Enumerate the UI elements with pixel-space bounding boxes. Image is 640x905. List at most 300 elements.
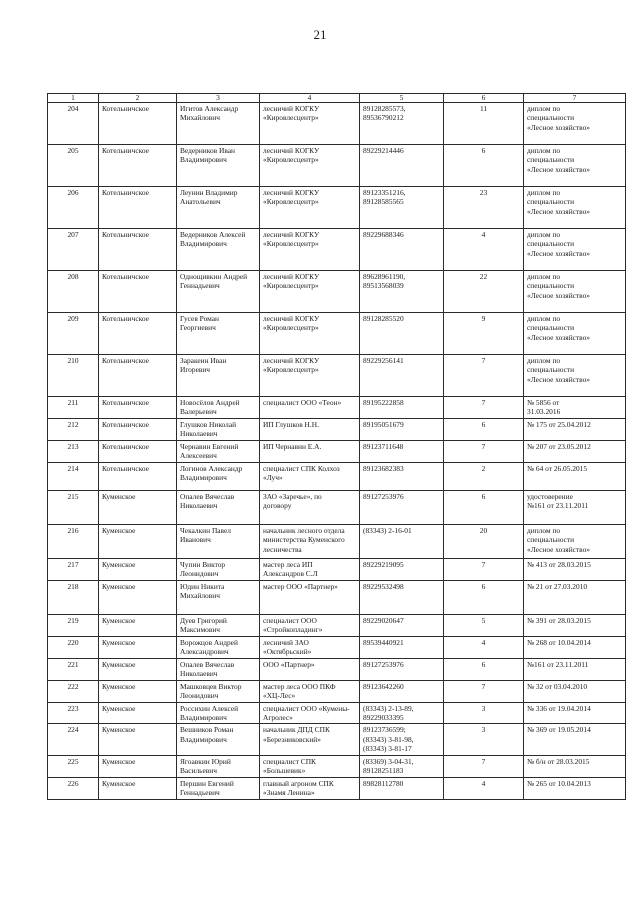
- experience-years: 6: [444, 418, 524, 440]
- row-number: 214: [48, 462, 99, 490]
- doc-line: специальности: [527, 113, 575, 123]
- qualification-document: [524, 680, 626, 702]
- full-name: [177, 558, 260, 580]
- column-header: 5: [360, 94, 444, 103]
- phone-line: 89123351216,: [363, 188, 406, 197]
- qualification-document: [524, 658, 626, 680]
- doc-line: «Лесное хозяйство»: [527, 544, 590, 554]
- name-line: Игоревич: [180, 365, 211, 375]
- doc-line: № 21 от 27.03.2010: [527, 581, 588, 591]
- row-number: 221: [48, 658, 99, 680]
- doc-line: № 265 от 10.04.2013: [527, 778, 591, 788]
- column-header: 6: [444, 94, 524, 103]
- qualification-document: [524, 187, 626, 229]
- job-line: лесничий КОГКУ: [263, 230, 320, 239]
- job-line: «Октябрьский»: [263, 647, 312, 657]
- phone: [360, 397, 444, 419]
- job-line: «Кировлесцентр»: [263, 323, 319, 333]
- row-number: 213: [48, 440, 99, 462]
- job-line: специалист ООО «Кумены-: [263, 703, 350, 713]
- page-number: 21: [313, 27, 327, 42]
- district: Куменское: [99, 724, 177, 755]
- position-employer: [260, 313, 360, 355]
- job-line: договору: [263, 501, 292, 511]
- full-name: [177, 440, 260, 462]
- name-line: Владимирович: [180, 239, 227, 249]
- full-name: [177, 636, 260, 658]
- row-number: 210: [48, 355, 99, 397]
- name-line: Леонидович: [180, 691, 219, 701]
- phone-line: 89123642260: [363, 681, 404, 691]
- doc-line: 31.03.2016: [527, 407, 561, 417]
- full-name: [177, 680, 260, 702]
- table-row: [48, 724, 626, 755]
- name-line: Россихин Алексей: [180, 703, 239, 713]
- specialists-table: [47, 93, 626, 800]
- doc-line: «Лесное хозяйство»: [527, 164, 590, 174]
- doc-line: № 5856 от: [527, 398, 560, 407]
- phone-line: 89123682383: [363, 463, 404, 473]
- row-number: 216: [48, 524, 99, 558]
- doc-line: специальности: [527, 281, 575, 291]
- name-line: Машковцев Виктор: [180, 681, 242, 691]
- name-line: Першин Евгений: [180, 778, 234, 788]
- phone-line: 89195222858: [363, 398, 404, 407]
- doc-line: «Лесное хозяйство»: [527, 122, 590, 132]
- job-line: «Кировлесцентр»: [263, 113, 319, 123]
- experience-years: 6: [444, 580, 524, 614]
- qualification-document: [524, 440, 626, 462]
- position-employer: [260, 580, 360, 614]
- position-employer: [260, 229, 360, 271]
- job-line: начальник лесного отдела: [263, 525, 345, 535]
- phone-line: 89123736599;: [363, 725, 406, 735]
- doc-line: №161 от 23.11.2011: [527, 501, 589, 511]
- job-line: «Кировлесцентр»: [263, 281, 319, 291]
- job-line: ЗАО «Заречье», по: [263, 491, 322, 501]
- doc-line: «Лесное хозяйство»: [527, 332, 590, 342]
- doc-line: специальности: [527, 239, 575, 249]
- doc-line: диплом по: [527, 272, 561, 281]
- district: Куменское: [99, 524, 177, 558]
- name-line: Владимирович: [180, 734, 227, 744]
- experience-years: 7: [444, 680, 524, 702]
- doc-line: диплом по: [527, 525, 561, 535]
- position-employer: [260, 187, 360, 229]
- district: Куменское: [99, 658, 177, 680]
- doc-line: специальности: [527, 197, 575, 207]
- table-row: [48, 702, 626, 724]
- district: Куменское: [99, 755, 177, 777]
- experience-years: 3: [444, 702, 524, 724]
- doc-line: № 391 от 28.03.2015: [527, 615, 591, 625]
- name-line: Опалев Вячеслав: [180, 659, 235, 669]
- full-name: [177, 580, 260, 614]
- job-line: мастер ООО «Партнер»: [263, 581, 338, 591]
- name-line: Геннадьевич: [180, 281, 220, 291]
- job-line: начальник ДПД СПК: [263, 725, 330, 735]
- district: Куменское: [99, 614, 177, 636]
- phone: [360, 777, 444, 799]
- job-line: лесничий КОГКУ: [263, 104, 320, 113]
- job-line: Агролес»: [263, 712, 293, 722]
- name-line: Чернавин Евгений: [180, 441, 239, 451]
- job-line: «ХЦ-Лес»: [263, 691, 296, 701]
- row-number: 208: [48, 271, 99, 313]
- row-number: 206: [48, 187, 99, 229]
- doc-line: «Лесное хозяйство»: [527, 248, 590, 258]
- position-employer: [260, 680, 360, 702]
- qualification-document: [524, 271, 626, 313]
- job-line: «Кировлесцентр»: [263, 197, 319, 207]
- phone: [360, 636, 444, 658]
- qualification-document: [524, 229, 626, 271]
- district: Котельничское: [99, 187, 177, 229]
- phone-line: 89229256141: [363, 356, 404, 365]
- doc-line: «Лесное хозяйство»: [527, 374, 590, 384]
- phone: [360, 680, 444, 702]
- row-number: 220: [48, 636, 99, 658]
- experience-years: 7: [444, 355, 524, 397]
- phone-line: 89127253976: [363, 491, 404, 501]
- full-name: [177, 103, 260, 145]
- name-line: Владимирович: [180, 473, 227, 483]
- row-number: 215: [48, 490, 99, 524]
- phone-line: 89229214446: [363, 146, 404, 155]
- district: Куменское: [99, 777, 177, 799]
- row-number: 204: [48, 103, 99, 145]
- phone: [360, 614, 444, 636]
- name-line: Валерьевич: [180, 407, 217, 417]
- experience-years: 11: [444, 103, 524, 145]
- full-name: [177, 145, 260, 187]
- doc-line: № 413 от 28.03.2015: [527, 559, 591, 569]
- doc-line: диплом по: [527, 230, 561, 239]
- experience-years: 20: [444, 524, 524, 558]
- job-line: лесничий КОГКУ: [263, 314, 320, 323]
- name-line: Заракеин Иван: [180, 356, 227, 365]
- phone: [360, 462, 444, 490]
- job-line: ИП Чернавин Е.А.: [263, 441, 322, 451]
- job-line: лесничий КОГКУ: [263, 356, 320, 365]
- phone: [360, 313, 444, 355]
- position-employer: [260, 355, 360, 397]
- column-header: 3: [177, 94, 260, 103]
- table-row: [48, 271, 626, 313]
- name-line: Глушков Николай: [180, 419, 237, 429]
- name-line: Игитов Александр: [180, 104, 239, 113]
- phone-line: 89536790212: [363, 113, 404, 123]
- name-line: Леонидович: [180, 569, 219, 579]
- job-line: «Большевик»: [263, 766, 306, 776]
- experience-years: 22: [444, 271, 524, 313]
- table-row: [48, 187, 626, 229]
- position-employer: [260, 418, 360, 440]
- phone-line: 89127253976: [363, 659, 404, 669]
- district: Котельничское: [99, 440, 177, 462]
- job-line: «Кировлесцентр»: [263, 155, 319, 165]
- doc-line: № 207 от 23.05.2012: [527, 441, 591, 451]
- qualification-document: [524, 313, 626, 355]
- name-line: Опалев Вячеслав: [180, 491, 235, 501]
- job-line: специалист СПК Колхоз: [263, 463, 340, 473]
- column-header: 7: [524, 94, 626, 103]
- phone-line: 89229033395: [363, 712, 404, 722]
- phone: [360, 724, 444, 755]
- job-line: «Березниковский»: [263, 734, 321, 744]
- phone: [360, 524, 444, 558]
- phone: [360, 187, 444, 229]
- table-body: [48, 103, 626, 800]
- row-number: 205: [48, 145, 99, 187]
- name-line: Леунин Владимир: [180, 188, 238, 197]
- phone: [360, 558, 444, 580]
- district: Котельничское: [99, 313, 177, 355]
- job-line: специалист ООО: [263, 615, 317, 625]
- row-number: 222: [48, 680, 99, 702]
- doc-line: № 32 от 03.04.2010: [527, 681, 588, 691]
- position-employer: [260, 755, 360, 777]
- doc-line: № б/н от 28.03.2015: [527, 756, 590, 766]
- qualification-document: [524, 636, 626, 658]
- name-line: Вешников Роман: [180, 725, 234, 735]
- experience-years: 7: [444, 755, 524, 777]
- district: Куменское: [99, 580, 177, 614]
- job-line: «Кировлесцентр»: [263, 365, 319, 375]
- row-number: 211: [48, 397, 99, 419]
- name-line: Юдин Никита: [180, 581, 225, 591]
- table-row: [48, 524, 626, 558]
- table-row: [48, 355, 626, 397]
- district: Котельничское: [99, 418, 177, 440]
- table-row: [48, 777, 626, 799]
- phone-line: 89128285520: [363, 314, 404, 323]
- table-row: [48, 658, 626, 680]
- phone-line: 89195051679: [363, 419, 404, 429]
- phone: [360, 145, 444, 187]
- name-line: Ягоавкин Юрий: [180, 756, 231, 766]
- full-name: [177, 418, 260, 440]
- qualification-document: [524, 558, 626, 580]
- position-employer: [260, 702, 360, 724]
- name-line: Алексеевич: [180, 451, 217, 461]
- phone: [360, 755, 444, 777]
- position-employer: [260, 397, 360, 419]
- name-line: Максимович: [180, 625, 221, 635]
- name-line: Логинов Александр: [180, 463, 243, 473]
- qualification-document: [524, 145, 626, 187]
- row-number: 223: [48, 702, 99, 724]
- row-number: 209: [48, 313, 99, 355]
- position-employer: [260, 103, 360, 145]
- qualification-document: [524, 702, 626, 724]
- qualification-document: [524, 462, 626, 490]
- table-row: [48, 490, 626, 524]
- district: Котельничское: [99, 462, 177, 490]
- name-line: Александрович: [180, 647, 229, 657]
- district: Куменское: [99, 680, 177, 702]
- doc-line: специальности: [527, 535, 575, 545]
- name-line: Владимирович: [180, 712, 227, 722]
- table-row: [48, 755, 626, 777]
- full-name: [177, 187, 260, 229]
- job-line: ООО «Партнер»: [263, 659, 315, 669]
- doc-line: № 369 от 19.05.2014: [527, 725, 591, 735]
- position-employer: [260, 490, 360, 524]
- phone: [360, 229, 444, 271]
- phone-line: (83343) 2-13-89,: [363, 703, 414, 713]
- position-employer: [260, 440, 360, 462]
- doc-line: диплом по: [527, 314, 561, 323]
- position-employer: [260, 558, 360, 580]
- phone-line: 89123711648: [363, 441, 404, 451]
- name-line: Ведерников Иван: [180, 146, 235, 155]
- phone-line: 89128251183: [363, 766, 404, 776]
- phone: [360, 418, 444, 440]
- position-employer: [260, 658, 360, 680]
- phone-line: 89628961190,: [363, 272, 406, 281]
- position-employer: [260, 524, 360, 558]
- name-line: Васильевич: [180, 766, 217, 776]
- name-line: Анатольевич: [180, 197, 221, 207]
- doc-line: специальности: [527, 365, 575, 375]
- phone-line: 89539440921: [363, 637, 404, 647]
- full-name: [177, 777, 260, 799]
- qualification-document: [524, 418, 626, 440]
- full-name: [177, 229, 260, 271]
- position-employer: [260, 145, 360, 187]
- district: Куменское: [99, 490, 177, 524]
- name-line: Новосёлов Андрей: [180, 398, 240, 407]
- table-row: [48, 462, 626, 490]
- full-name: [177, 724, 260, 755]
- job-line: мастер леса ИП: [263, 559, 313, 569]
- qualification-document: [524, 397, 626, 419]
- full-name: [177, 755, 260, 777]
- name-line: Иванович: [180, 535, 211, 545]
- experience-years: 5: [444, 614, 524, 636]
- table-row: [48, 418, 626, 440]
- qualification-document: [524, 614, 626, 636]
- phone-line: (83343) 2-16-01: [363, 525, 412, 535]
- table-row: [48, 614, 626, 636]
- experience-years: 7: [444, 558, 524, 580]
- phone: [360, 490, 444, 524]
- table-row: [48, 580, 626, 614]
- table-row: [48, 440, 626, 462]
- qualification-document: [524, 580, 626, 614]
- name-line: Михайлович: [180, 591, 220, 601]
- experience-years: 2: [444, 462, 524, 490]
- experience-years: 9: [444, 313, 524, 355]
- experience-years: 6: [444, 145, 524, 187]
- doc-line: №161 от 23.11.2011: [527, 659, 589, 669]
- phone: [360, 355, 444, 397]
- name-line: Чекалкин Павел: [180, 525, 231, 535]
- job-line: лесничий КОГКУ: [263, 272, 320, 281]
- phone: [360, 440, 444, 462]
- phone-line: (83343) 3-81-17: [363, 744, 412, 754]
- district: Котельничское: [99, 103, 177, 145]
- name-line: Ворожцов Андрей: [180, 637, 238, 647]
- district: Котельничское: [99, 355, 177, 397]
- full-name: [177, 614, 260, 636]
- qualification-document: [524, 355, 626, 397]
- doc-line: диплом по: [527, 188, 561, 197]
- job-line: главный агроном СПК: [263, 778, 334, 788]
- phone-line: 89828112780: [363, 778, 404, 788]
- table-row: [48, 558, 626, 580]
- phone-line: 89229020647: [363, 615, 404, 625]
- doc-line: специальности: [527, 323, 575, 333]
- experience-years: 4: [444, 636, 524, 658]
- doc-line: «Лесное хозяйство»: [527, 290, 590, 300]
- qualification-document: [524, 103, 626, 145]
- column-header: 2: [99, 94, 177, 103]
- job-line: лесничий КОГКУ: [263, 146, 320, 155]
- job-line: «Стройкопладинг»: [263, 625, 323, 635]
- phone: [360, 658, 444, 680]
- job-line: специалист СПК: [263, 756, 316, 766]
- name-line: Николаевич: [180, 669, 218, 679]
- name-line: Николаевич: [180, 501, 218, 511]
- experience-years: 23: [444, 187, 524, 229]
- phone: [360, 103, 444, 145]
- full-name: [177, 462, 260, 490]
- qualification-document: [524, 524, 626, 558]
- table-row: [48, 680, 626, 702]
- phone-line: 89128285573,: [363, 104, 406, 113]
- name-line: Однощивкин Андрей: [180, 272, 248, 281]
- phone-line: (83343) 3-81-98,: [363, 734, 414, 744]
- row-number: 207: [48, 229, 99, 271]
- table-row: [48, 636, 626, 658]
- district: Куменское: [99, 702, 177, 724]
- district: Котельничское: [99, 397, 177, 419]
- row-number: 219: [48, 614, 99, 636]
- row-number: 212: [48, 418, 99, 440]
- row-number: 217: [48, 558, 99, 580]
- full-name: [177, 355, 260, 397]
- qualification-document: [524, 755, 626, 777]
- doc-line: специальности: [527, 155, 575, 165]
- row-number: 218: [48, 580, 99, 614]
- district: Куменское: [99, 636, 177, 658]
- full-name: [177, 524, 260, 558]
- job-line: лесничий ЗАО: [263, 637, 309, 647]
- job-line: лесничий КОГКУ: [263, 188, 320, 197]
- full-name: [177, 490, 260, 524]
- doc-line: диплом по: [527, 356, 561, 365]
- experience-years: 6: [444, 490, 524, 524]
- name-line: Ведерников Алексей: [180, 230, 246, 239]
- experience-years: 3: [444, 724, 524, 755]
- table-row: [48, 313, 626, 355]
- district: Котельничское: [99, 145, 177, 187]
- district: Котельничское: [99, 271, 177, 313]
- row-number: 224: [48, 724, 99, 755]
- job-line: мастер леса ООО ПКФ: [263, 681, 336, 691]
- full-name: [177, 313, 260, 355]
- experience-years: 4: [444, 229, 524, 271]
- table-row: [48, 103, 626, 145]
- column-header: 4: [260, 94, 360, 103]
- name-line: Гусев Роман: [180, 314, 220, 323]
- doc-line: № 268 от 10.04.2014: [527, 637, 591, 647]
- row-number: 226: [48, 777, 99, 799]
- qualification-document: [524, 724, 626, 755]
- table-row: [48, 229, 626, 271]
